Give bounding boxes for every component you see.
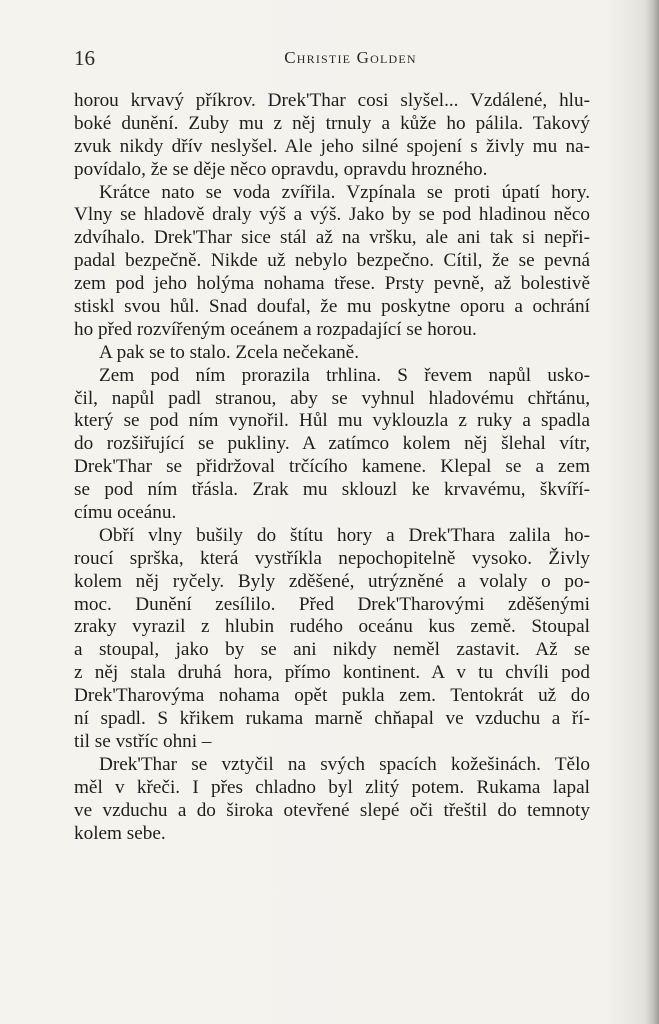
page-edge-shadow [645,0,659,1024]
text-line: povídalo, že se děje něco opravdu, opravdu hrozného. [74,158,488,180]
paragraph [74,754,590,846]
paragraph [74,90,590,182]
text-line: zdvíhalo. Drek'Thar sice stál až na vršku, ale ani tak si nepři- [74,227,590,249]
text-line: čil, napůl padl stranou, aby se vyhnul hladovému chřtánu, [74,387,590,409]
text-line: a stoupal, jako by se ani nikdy neměl zastavit. Až se [74,639,590,661]
body-text [74,90,590,845]
text-line: ho před rozvířeným oceánem a rozpadající se horou. [74,318,477,340]
text-line: Obří vlny bušily do štítu hory a Drek'Thara zalila ho- [99,524,590,546]
text-line: do rozšiřující se pukliny. A zatímco kolem něj šlehal vítr, [74,433,590,455]
text-line: Zem pod ním prorazila trhlina. S řevem napůl usko- [99,364,590,386]
text-line: stiskl svou hůl. Snad doufal, že mu poskytne oporu a ochrání [74,296,590,318]
paragraph [74,525,590,754]
text-line: Vlny se hladově draly výš a výš. Jako by se pod hladinou něco [74,204,590,226]
text-line: který se pod ním vynořil. Hůl mu vyklouzla z ruky a spadla [74,410,590,432]
text-line: měl v křeči. I přes chladno byl zlitý potem. Rukama lapal [74,776,590,798]
text-line: padal bezpečně. Nikde už nebylo bezpečno. Cítil, že se pevná [74,250,590,272]
page-header [74,46,627,74]
text-line: Drek'Thar se vztyčil na svých spacích kožešinách. Tělo [99,753,590,775]
paragraph [74,342,590,365]
text-line: címu oceánu. [74,502,177,524]
text-line: roucí sprška, která vystříkla nepochopitelně vysoko. Živly [74,547,590,569]
text-line: Drek'Thar se přidržoval trčícího kamene. Klepal se a zem [74,456,590,478]
text-line: A pak se to stalo. Zcela nečekaně. [99,341,359,363]
text-line: zraky vyrazil z hlubin rudého oceánu kus země. Stoupal [74,616,590,638]
text-line: se pod ním třásla. Zrak mu sklouzl ke krvavému, škvíří- [74,479,590,501]
text-line: moc. Dunění zesílilo. Před Drek'Tharovými zděšenými [74,593,590,615]
text-line: til se vstříc ohni – [74,730,212,752]
running-head: Christie Golden [284,48,417,67]
text-line: zem pod jeho holýma nohama třese. Prsty pevně, až bolestivě [74,273,590,295]
text-line: boké dunění. Zuby mu z něj trnuly a kůže ho pálila. Takový [74,112,590,134]
text-line: z něj stala druhá hora, přímo kontinent. A v tu chvíli pod [74,662,590,684]
text-line: zvuk nikdy dřív neslyšel. Ale jeho silné spojení s živly mu na- [74,135,590,157]
text-line: ní spadl. S křikem rukama marně chňapal ve vzduchu a ří- [74,708,590,730]
text-line: ve vzduchu a do široka otevřené slepé oči třeštil do temnoty [74,799,590,821]
paragraph [74,365,590,525]
text-line: horou krvavý příkrov. Drek'Thar cosi slyšel... Vzdálené, hlu- [74,90,590,111]
paragraph [74,182,590,342]
page-number: 16 [74,46,95,70]
text-line: kolem sebe. [74,822,166,844]
text-line: Drek'Tharovýma nohama opět pukla zem. Tentokrát už do [74,685,590,707]
text-line: Krátce nato se voda zvířila. Vzpínala se proti úpatí hory. [99,181,590,203]
text-line: kolem něj ryčely. Byly zděšené, utrýzněné a volaly o po- [74,570,590,592]
